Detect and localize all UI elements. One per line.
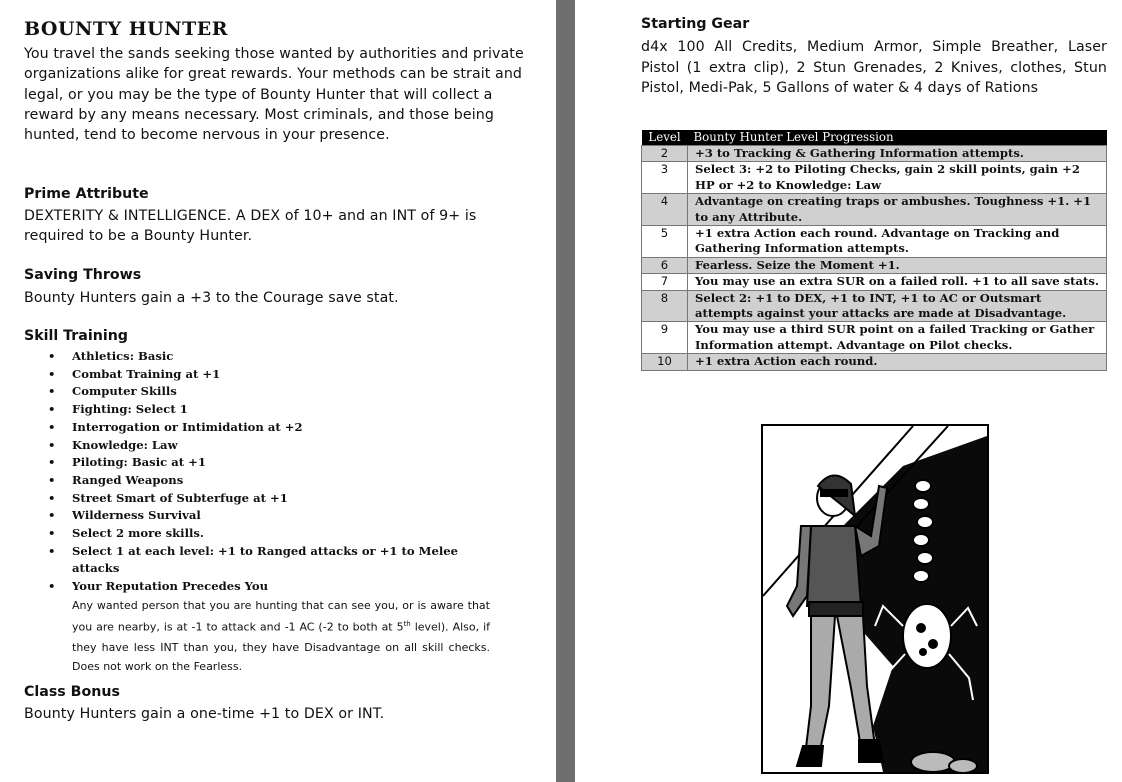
- table-row: [642, 146, 1107, 162]
- starting-gear-heading: Starting Gear: [641, 16, 750, 32]
- class-intro: You travel the sands seeking those wanted by authorities and private organizations alike for great rewards. Your methods can be strait and legal, or you may be the type of Bounty Hunter that will collect a reward by any means necessary. Most criminals, and those being hunted, tend to become nervous in your presence.: [24, 46, 524, 144]
- progression-cell: Select 2: +1 to DEX, +1 to INT, +1 to AC or Outsmart attempts against your attacks are made at Disadvantage.: [688, 290, 1107, 322]
- list-item: [48, 525, 498, 543]
- saving-throws-heading: Saving Throws: [24, 267, 142, 283]
- list-item: [48, 401, 498, 419]
- level-column-header: Level: [642, 130, 688, 146]
- left-page: [0, 0, 556, 782]
- table-row: [642, 257, 1107, 273]
- level-cell: 10: [642, 354, 688, 370]
- table-row: [642, 322, 1107, 354]
- prime-attribute-text: DEXTERITY & INTELLIGENCE. A DEX of 10+ and an INT of 9+ is required to be a Bounty Hunter.: [24, 208, 477, 245]
- skill-label: Your Reputation Precedes You: [72, 579, 269, 594]
- level-cell: 9: [642, 322, 688, 354]
- table-row: [642, 274, 1107, 290]
- level-progression-table: [641, 130, 1107, 371]
- skill-label: Piloting: Basic at +1: [72, 455, 206, 470]
- progression-cell: +1 extra Action each round. Advantage on Tracking and Gathering Information attempts.: [688, 226, 1107, 258]
- skill-label: Wilderness Survival: [72, 508, 201, 523]
- bullet: •: [48, 579, 56, 594]
- bullet: •: [48, 349, 56, 363]
- skill-label: Computer Skills: [72, 384, 177, 399]
- table-row: [642, 194, 1107, 226]
- bullet: •: [48, 508, 56, 523]
- list-item: [48, 383, 498, 401]
- skill-label: Ranged Weapons: [72, 472, 184, 487]
- reputation-description: [72, 596, 490, 677]
- level-cell: 8: [642, 290, 688, 322]
- class-title: BOUNTY HUNTER: [24, 18, 229, 40]
- bullet: •: [48, 472, 56, 487]
- skill-list: [48, 348, 498, 677]
- list-item: [48, 437, 498, 455]
- starting-gear-text: d4x 100 All Credits, Medium Armor, Simple Breather, Laser Pistol (1 extra clip), 2 Stun Grenades, 2 Knives, clothes, Stun Pistol, Medi-Pak, 5 Gallons of water & 4 days of Rations: [641, 39, 1107, 96]
- bullet: •: [48, 455, 56, 470]
- bullet: •: [48, 419, 56, 434]
- list-item: [48, 543, 498, 578]
- bullet: •: [48, 526, 56, 541]
- table-row: [642, 354, 1107, 370]
- list-item: [48, 490, 498, 508]
- bullet: •: [48, 543, 56, 558]
- progression-cell: Advantage on creating traps or ambushes. Toughness +1. +1 to any Attribute.: [688, 194, 1107, 226]
- list-item: [48, 366, 498, 384]
- bullet: •: [48, 366, 56, 381]
- skill-label: Knowledge: Law: [72, 437, 178, 452]
- progression-cell: Select 3: +2 to Piloting Checks, gain 2 skill points, gain +2 HP or +2 to Knowledge: Law: [688, 162, 1107, 194]
- table-row: [642, 226, 1107, 258]
- progression-column-header: Bounty Hunter Level Progression: [688, 130, 1107, 146]
- list-item: [48, 578, 498, 676]
- skill-label: Athletics: Basic: [72, 349, 174, 363]
- skill-label: Select 1 at each level: +1 to Ranged attacks or +1 to Melee attacks: [72, 543, 459, 576]
- progression-cell: You may use an extra SUR on a failed roll. +1 to all save stats.: [688, 274, 1107, 290]
- reputation-text-b: level). Also, if they have less INT than you, they have Disadvantage on all skill checks. Does not work on the Fearless.: [72, 621, 490, 673]
- table-row: [642, 290, 1107, 322]
- skill-training-heading: Skill Training: [24, 328, 128, 344]
- progression-cell: +3 to Tracking & Gathering Information attempts.: [688, 146, 1107, 162]
- level-cell: 5: [642, 226, 688, 258]
- saving-throws-text: Bounty Hunters gain a +3 to the Courage save stat.: [24, 290, 399, 306]
- list-item: [48, 419, 498, 437]
- skill-label: Select 2 more skills.: [72, 526, 204, 541]
- table-header-row: [642, 130, 1107, 146]
- skill-label: Street Smart of Subterfuge at +1: [72, 490, 288, 505]
- level-cell: 4: [642, 194, 688, 226]
- reputation-text-a: Any wanted person that you are hunting that can see you, or is aware that you are nearby, is at -1 to attack and -1 AC (-2 to both at 5: [72, 598, 490, 634]
- progression-cell: Fearless. Seize the Moment +1.: [688, 257, 1107, 273]
- page-gutter: [556, 0, 575, 782]
- ordinal-suffix: th: [403, 620, 411, 629]
- skill-label: Fighting: Select 1: [72, 402, 188, 417]
- progression-cell: You may use a third SUR point on a failed Tracking or Gather Information attempt. Advantage on Pilot checks.: [688, 322, 1107, 354]
- bounty-hunter-illustration: [761, 424, 989, 774]
- table-row: [642, 162, 1107, 194]
- bullet: •: [48, 490, 56, 505]
- right-page: [575, 0, 1122, 782]
- class-bonus-text: Bounty Hunters gain a one-time +1 to DEX or INT.: [24, 706, 385, 722]
- bullet: •: [48, 437, 56, 452]
- level-cell: 3: [642, 162, 688, 194]
- prime-attribute-heading: Prime Attribute: [24, 186, 149, 202]
- level-cell: 7: [642, 274, 688, 290]
- skill-label: Combat Training at +1: [72, 366, 221, 381]
- level-cell: 2: [642, 146, 688, 162]
- bullet: •: [48, 402, 56, 417]
- list-item: [48, 507, 498, 525]
- progression-cell: +1 extra Action each round.: [688, 354, 1107, 370]
- list-item: [48, 472, 498, 490]
- illustration-art: [763, 426, 987, 772]
- list-item: [48, 454, 498, 472]
- class-bonus-heading: Class Bonus: [24, 684, 120, 700]
- skill-label: Interrogation or Intimidation at +2: [72, 419, 303, 434]
- bullet: •: [48, 384, 56, 399]
- list-item: [48, 348, 498, 366]
- level-cell: 6: [642, 257, 688, 273]
